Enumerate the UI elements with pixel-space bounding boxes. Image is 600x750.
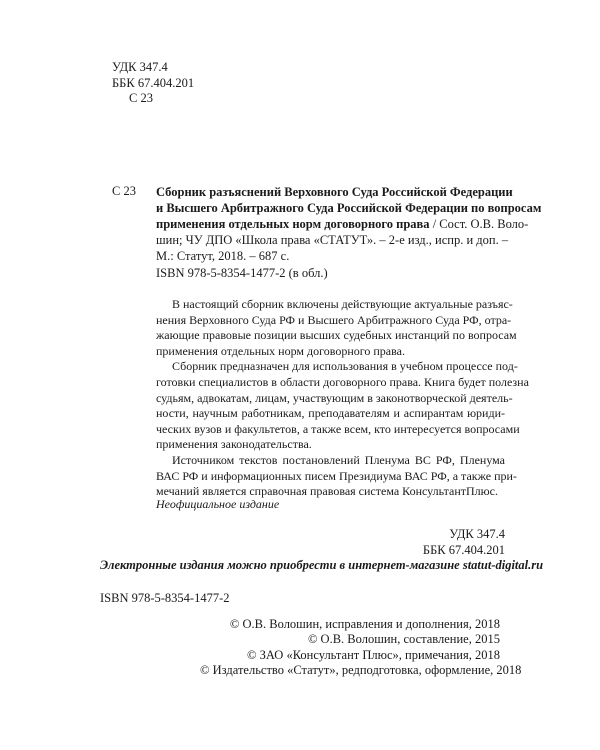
classification-block-top: [112, 60, 194, 107]
annotation-p1-line: нения Верховного Суда РФ и Высшего Арбитражного Суда РФ, отра-: [156, 312, 512, 327]
udk-code-bottom: УДК 347.4: [449, 527, 505, 541]
annotation-p3-line: ВАС РФ и информационных писем Президиума ВАС РФ, а также при-: [156, 468, 517, 483]
imprint-line-2: М.: Статут, 2018. – 687 с.: [156, 249, 290, 263]
entry-author-mark: С 23: [112, 184, 136, 198]
annotation-p3-line: Источником текстов постановлений Пленума ВС РФ, Пленума: [172, 452, 505, 467]
copyright-line: © ЗАО «Консультант Плюс», примечания, 2018: [247, 647, 500, 662]
copyright-line: © О.В. Волошин, составление, 2015: [307, 632, 500, 647]
annotation-p2-line: Сборник предназначен для использования в учебном процессе под-: [172, 359, 518, 374]
annotation-p2-line: применения законодательства.: [156, 437, 312, 452]
title-line-1: Сборник разъяснений Верховного Суда Российской Федерации: [156, 185, 513, 199]
title-line-3-rest: / Сост. О.В. Воло-: [429, 217, 529, 231]
electronic-editions-note: Электронные издания можно приобрести в интернет-магазине statut-digital.ru: [100, 558, 544, 572]
annotation-p3-line: мечаний является справочная правовая система КонсультантПлюс.: [156, 484, 498, 499]
title-line-2: и Высшего Арбитражного Суда Российской Федерации по вопросам: [156, 201, 542, 215]
bbk-code-bottom: ББК 67.404.201: [422, 542, 505, 557]
annotation-p1-line: жающие правовые позиции высших судебных инстанций по вопросам: [156, 328, 517, 343]
author-mark: С 23: [129, 91, 153, 105]
classification-block-bottom: [400, 527, 505, 558]
copyright-line: © О.В. Волошин, исправления и дополнения, 2018: [229, 617, 500, 631]
copyright-block: [200, 617, 522, 678]
title-line-3-bold: применения отдельных норм договорного права: [156, 217, 430, 231]
annotation-p2-line: готовки специалистов в области договорного права. Книга будет полезна: [156, 374, 529, 389]
annotation-p1-line: применения отдельных норм договорного права.: [156, 343, 405, 358]
udk-code: УДК 347.4: [112, 60, 168, 74]
annotation-p2-line: ности, научным работникам, преподавателям и аспирантам юриди-: [156, 406, 505, 421]
annotation-p2-line: судьям, адвокатам, лицам, участвующим в законотворческой деятель-: [156, 390, 513, 405]
imprint-line-1: шин; ЧУ ДПО «Школа права «СТАТУТ». – 2-е изд., испр. и доп. –: [156, 233, 509, 247]
copyright-line: © Издательство «Статут», редподготовка, оформление, 2018: [200, 662, 522, 677]
annotation: [156, 297, 529, 500]
annotation-p1-line: В настоящий сборник включены действующие актуальные разъяс-: [172, 297, 513, 311]
unofficial-edition-note: Неофициальное издание: [156, 497, 280, 511]
title-line-3: [156, 216, 529, 232]
isbn-binding: ISBN 978-5-8354-1477-2 (в обл.): [156, 266, 328, 280]
bbk-code: ББК 67.404.201: [112, 75, 195, 90]
bibliographic-description: [156, 184, 542, 264]
annotation-p2-line: ческих вузов и факультетов, а также всем, кто интересуется вопросами: [156, 421, 520, 436]
isbn: ISBN 978-5-8354-1477-2: [100, 591, 230, 605]
